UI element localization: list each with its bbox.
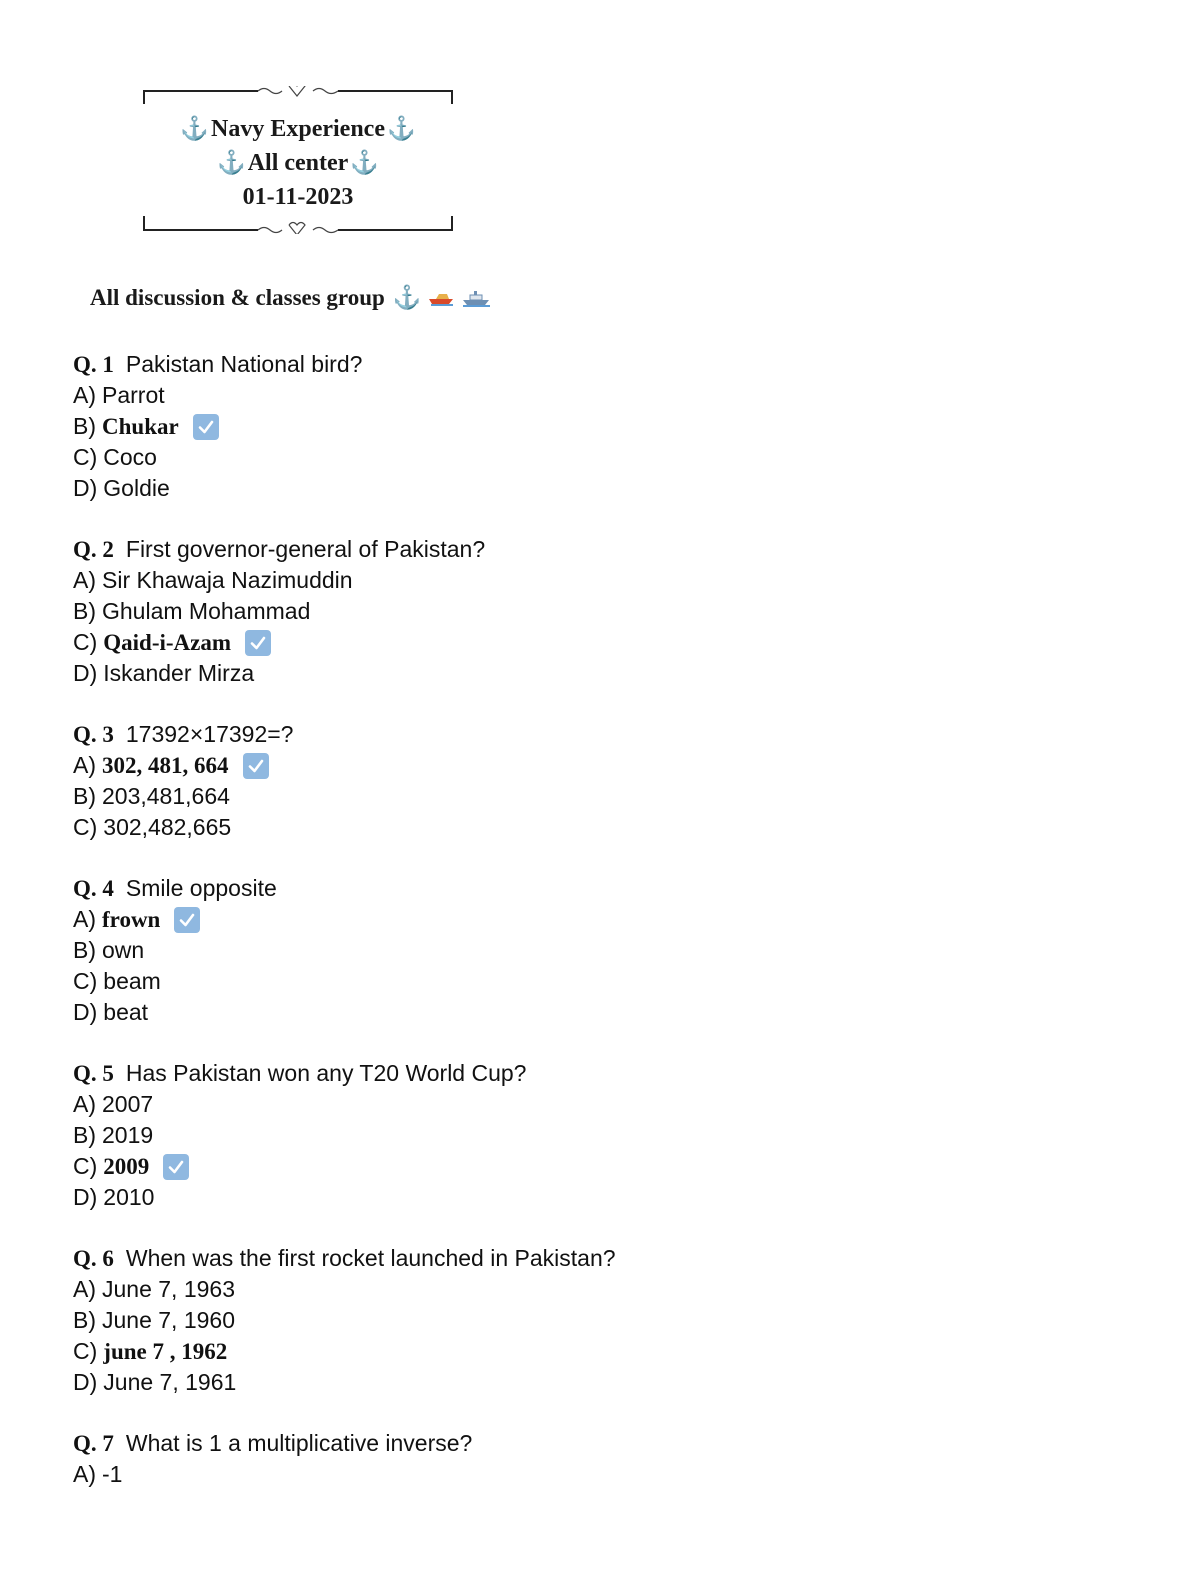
anchor-icon: ⚓ xyxy=(350,150,379,175)
speedboat-icon xyxy=(427,289,457,307)
answer-option xyxy=(73,411,1153,442)
option-letter: A) xyxy=(73,382,96,408)
flourish-top-icon xyxy=(258,86,338,96)
answer-option xyxy=(73,750,1153,781)
header-text xyxy=(143,112,453,214)
option-text: june 7 , 1962 xyxy=(103,1339,228,1364)
question-line xyxy=(73,873,1153,904)
anchor-icon: ⚓ xyxy=(392,285,422,310)
question-line xyxy=(73,1243,1153,1274)
question-number: Q. 5 xyxy=(73,1061,114,1086)
header-date-line xyxy=(143,180,453,214)
question-line xyxy=(73,719,1153,750)
question-line xyxy=(73,349,1153,380)
answer-option xyxy=(73,658,1153,689)
answer-option xyxy=(73,442,1153,473)
option-letter: D) xyxy=(73,660,98,686)
option-letter: D) xyxy=(73,999,98,1025)
question-list xyxy=(73,349,1153,1520)
answer-option xyxy=(73,627,1153,658)
option-letter: D) xyxy=(73,1184,98,1210)
option-text: Chukar xyxy=(102,414,179,439)
option-text: Sir Khawaja Nazimuddin xyxy=(102,567,353,593)
check-mark-icon xyxy=(163,1154,189,1180)
question-text: What is 1 a multiplicative inverse? xyxy=(125,1430,473,1456)
option-letter: B) xyxy=(73,413,96,439)
question-block xyxy=(73,349,1153,504)
question-line xyxy=(73,1058,1153,1089)
answer-option xyxy=(73,1274,1153,1305)
option-letter: D) xyxy=(73,475,98,501)
question-number: Q. 3 xyxy=(73,722,114,747)
answer-option xyxy=(73,596,1153,627)
option-letter: A) xyxy=(73,1091,96,1117)
question-block xyxy=(73,1428,1153,1490)
option-text: 2007 xyxy=(102,1091,154,1117)
question-number: Q. 6 xyxy=(73,1246,114,1271)
option-letter: A) xyxy=(73,1276,96,1302)
question-block xyxy=(73,1243,1153,1398)
option-letter: B) xyxy=(73,783,96,809)
answer-option xyxy=(73,1182,1153,1213)
question-text: 17392×17392=? xyxy=(125,721,294,747)
option-letter: A) xyxy=(73,567,96,593)
question-text: Has Pakistan won any T20 World Cup? xyxy=(125,1060,527,1086)
option-text: Qaid-i-Azam xyxy=(103,630,232,655)
question-number: Q. 7 xyxy=(73,1431,114,1456)
question-text: When was the first rocket launched in Pakistan? xyxy=(125,1245,616,1271)
check-mark-icon xyxy=(193,414,219,440)
option-letter: B) xyxy=(73,937,96,963)
question-text: Smile opposite xyxy=(125,875,277,901)
option-text: -1 xyxy=(102,1461,123,1487)
option-letter: A) xyxy=(73,1461,96,1487)
option-text: Coco xyxy=(103,444,157,470)
option-text: Ghulam Mohammad xyxy=(102,598,311,624)
option-text: beat xyxy=(103,999,149,1025)
option-text: own xyxy=(102,937,145,963)
check-mark-icon xyxy=(174,907,200,933)
header-subtitle: All center xyxy=(247,150,349,176)
answer-option xyxy=(73,380,1153,411)
option-text: Parrot xyxy=(102,382,165,408)
option-letter: C) xyxy=(73,1153,98,1179)
header-title: Navy Experience xyxy=(211,116,385,142)
answer-option xyxy=(73,1367,1153,1398)
question-number: Q. 2 xyxy=(73,537,114,562)
group-line xyxy=(90,284,491,311)
header-title-line xyxy=(143,112,453,146)
check-mark-icon xyxy=(245,630,271,656)
option-text: 2009 xyxy=(103,1154,150,1179)
answer-option xyxy=(73,1459,1153,1490)
anchor-icon: ⚓ xyxy=(180,116,210,141)
option-letter: C) xyxy=(73,968,98,994)
answer-option xyxy=(73,812,1153,843)
answer-option xyxy=(73,904,1153,935)
option-text: Goldie xyxy=(103,475,170,501)
option-letter: B) xyxy=(73,1307,96,1333)
question-number: Q. 1 xyxy=(73,352,114,377)
answer-option xyxy=(73,1336,1153,1367)
answer-option xyxy=(73,1120,1153,1151)
answer-option xyxy=(73,565,1153,596)
option-letter: B) xyxy=(73,1122,96,1148)
answer-option xyxy=(73,1151,1153,1182)
answer-option xyxy=(73,1089,1153,1120)
check-mark-icon xyxy=(243,753,269,779)
question-line xyxy=(73,534,1153,565)
answer-option xyxy=(73,1305,1153,1336)
question-block xyxy=(73,534,1153,689)
answer-option xyxy=(73,935,1153,966)
question-number: Q. 4 xyxy=(73,876,114,901)
option-text: 203,481,664 xyxy=(102,783,230,809)
option-text: frown xyxy=(102,907,161,932)
question-block xyxy=(73,1058,1153,1213)
header-date: 01-11-2023 xyxy=(242,184,354,210)
option-text: June 7, 1963 xyxy=(102,1276,236,1302)
answer-option xyxy=(73,997,1153,1028)
anchor-icon: ⚓ xyxy=(386,116,416,141)
option-text: 2010 xyxy=(103,1184,155,1210)
option-letter: A) xyxy=(73,752,96,778)
option-text: Iskander Mirza xyxy=(103,660,255,686)
answer-option xyxy=(73,781,1153,812)
group-text: All discussion & classes group xyxy=(90,284,385,310)
anchor-icon: ⚓ xyxy=(217,150,246,175)
answer-option xyxy=(73,966,1153,997)
question-block xyxy=(73,873,1153,1028)
option-text: 302,482,665 xyxy=(103,814,232,840)
option-letter: C) xyxy=(73,1338,98,1364)
option-text: June 7, 1960 xyxy=(102,1307,236,1333)
option-letter: D) xyxy=(73,1369,98,1395)
option-text: 2019 xyxy=(102,1122,154,1148)
answer-option xyxy=(73,473,1153,504)
question-text: First governor-general of Pakistan? xyxy=(125,536,486,562)
option-text: 302, 481, 664 xyxy=(102,753,229,778)
option-letter: C) xyxy=(73,629,98,655)
option-letter: C) xyxy=(73,814,98,840)
option-letter: A) xyxy=(73,906,96,932)
header-subtitle-line xyxy=(143,146,453,180)
option-text: beam xyxy=(103,968,161,994)
ship-icon xyxy=(461,289,491,307)
question-text: Pakistan National bird? xyxy=(125,351,363,377)
option-text: June 7, 1961 xyxy=(103,1369,237,1395)
header-box xyxy=(143,86,453,234)
option-letter: B) xyxy=(73,598,96,624)
question-line xyxy=(73,1428,1153,1459)
option-letter: C) xyxy=(73,444,98,470)
question-block xyxy=(73,719,1153,843)
flourish-bottom-icon xyxy=(258,223,338,235)
